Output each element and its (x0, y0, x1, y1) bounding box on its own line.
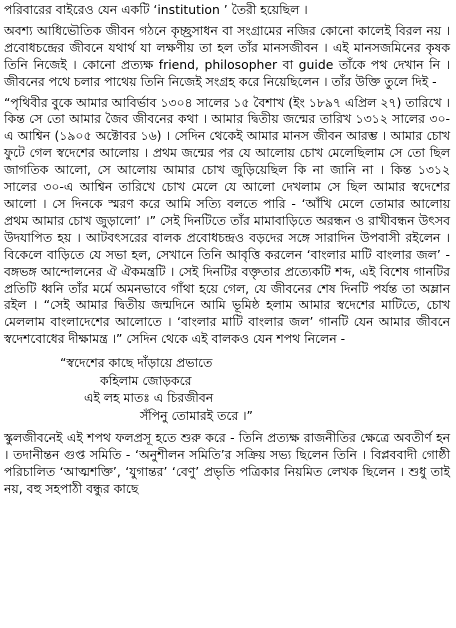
poem-line: কহিলাম জোড়করে (100, 372, 192, 388)
poem-line: “স্বদেশের কাছে দাঁড়ায়ে প্রভাতে (60, 355, 213, 371)
paragraph-school-life: স্কুলজীবনেই এই শপথ ফলপ্রসূ হতে শুরু করে - তিনি প্রত্যক্ষ রাজনীতির ক্ষেত্রে অবতীর্ণ হন । তদানীন্তন গুপ্ত সমিতি - ‘অনুশীলন সমিতি’র সক্রিয় সভ্য ছিলেন তিনি । বিপ্লববাদী গোষ্ঠী পরিচালিত ‘আত্মশক্তি’, ‘যুগান্তর’ ‘বেণু’ প্রভৃতি পত্রিকার নিয়মিত লেখক ছিলেন । শুধু তাই নয়, বহু সহপাঠী বন্ধুর কাছে (4, 430, 450, 496)
poem-quote (60, 354, 450, 424)
intro-line: পরিবারের বাইরেও যেন একটি ‘institution ’ তৈরী হয়েছিল । (4, 2, 308, 17)
poem-line: সঁপিনু তোমারই তরে ।” (140, 407, 253, 423)
poem-line: এই লহ মাতঃ এ চিরজীবন (84, 390, 214, 406)
paragraph-mental-life: অবশ্য আধিভৌতিক জীবন গঠনে কৃচ্ছ্রসাধন বা সংগ্রামের নজির কোনো কালেই বিরল নয় । প্রবোধচন্দ্রের জীবনে যথার্থ যা লক্ষণীয় তা হল তাঁর মানসজীবন । এই মানসজমিনের কৃষক তিনি নিজেই । কোনো প্রত্যক্ষ friend, philosopher বা guide তাঁকে পথ দেখান নি । জীবনের পথে চলার পাথেয় তিনি নিজেই সংগ্রহ করে নিয়েছিলেন । তাঁর উক্তি তুলে দিই - (4, 22, 451, 89)
paragraph-quote-birth: “পৃথিবীর বুকে আমার আবির্ভাব ১৩০৪ সালের ১৫ বৈশাখ (ইং ১৮৯৭ এপ্রিল ২৭) তারিখে । কিন্ত সে তো আমার জৈব জীবনের কথা । আমার দ্বিতীয় জন্মের তারিখ ১৩১২ সালের ৩০-এ আশ্বিন (১৯০৫ অক্টোবর ১৬) । সেদিন থেকেই আমার মানস জীবন আরম্ভ । আমার চোখ ফুটে গেল স্বদেশের আলোয় । প্রথম জন্মের পর যে আলোয় চোখ মেলেছিলাম সে তো ছিল জাগতিক আলো, সে আলোয় আমার চোখ জুড়িয়েছিল কি না জানি না । কিন্ত ১৩১২ সালের ৩০-এ আশ্বিন তারিখে চোখ মেলে যে আলো দেখলাম সে ছিল আমার স্বদেশের আলো । সে দিনকে স্মরণ করে আমি সত্যি বলতে পারি - ‘আঁখি মেলে তোমার আলোয় প্রথম আমার চোখ জুড়ালো’ ।” সেই দিনটিতে তাঁর মামাবাড়িতে অরন্ধন ও রাখীবন্ধন উৎসব উদযাপিত হয় । আটবৎসরের বালক প্রবোধচন্দ্রও বড়দের সঙ্গে সারাদিন উপবাসী রইলেন । বিকেলে বাড়িতে যে সভা হল, সেখানে তিনি আবৃত্তি করলেন ‘বাংলার মাটি বাংলার জল’ - বঙ্গভঙ্গ আন্দোলনের ঐ ঐকমন্ত্রটি । সেই দিনটির বক্তৃতার প্রত্যেকটি শব্দ, এই বিশেষ গানটির প্রতিটি ধ্বনি তাঁর মর্মে অমনভাবে গাঁথা হয়ে গেল, যে জীবনের শেষ দিনটি পর্যন্ত তা অম্লান রইল । “সেই আমার দ্বিতীয় জন্মদিনে আমি ভূমিষ্ঠ হলাম আমার স্বদেশের মাটিতে, চোখ মেললাম বাংলাদেশের আলোতে । ‘বাংলার মাটি বাংলার জল’ গানটি যেন আমার জীবনে স্বদেশবোধের দীক্ষামন্ত্র ।” সেদিন থেকে এই বালকও যেন শপথ নিলেন - (4, 94, 450, 347)
